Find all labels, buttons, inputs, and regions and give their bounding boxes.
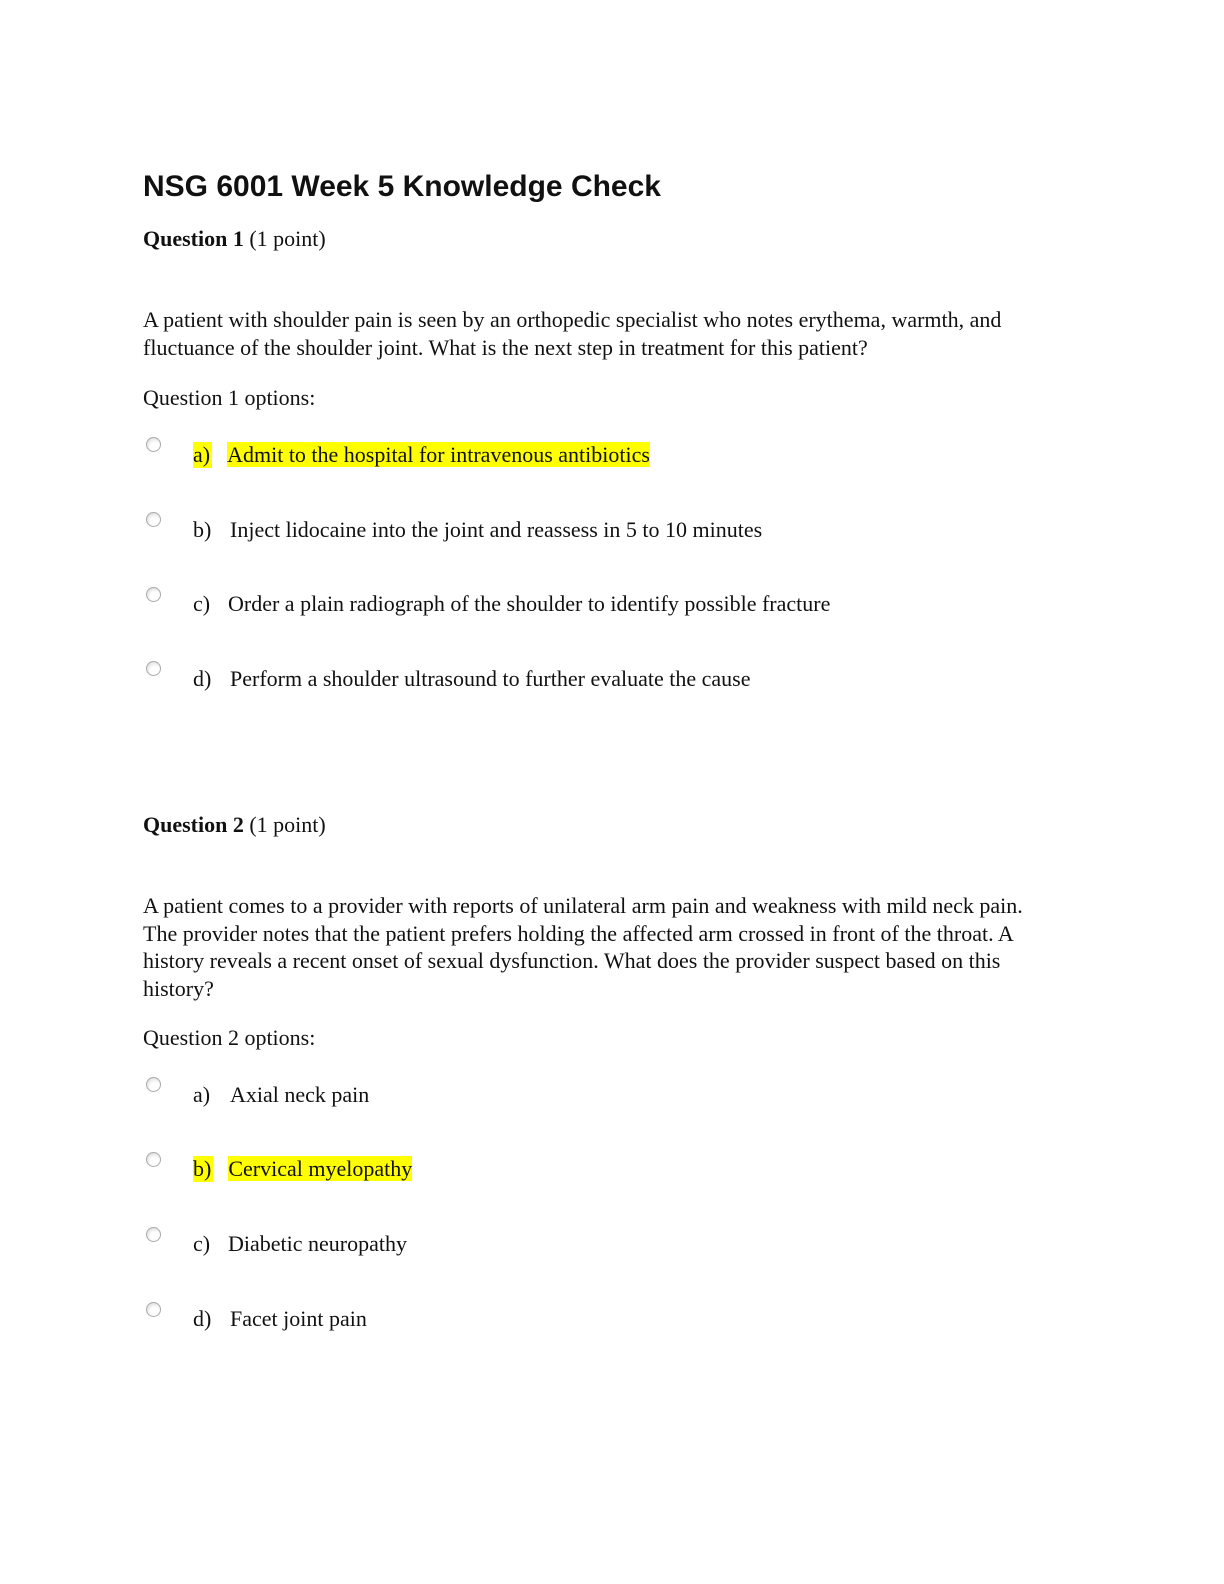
option-text: Perform a shoulder ultrasound to further evaluate the cause: [230, 666, 751, 691]
option-text: Cervical myelopathy: [228, 1156, 413, 1181]
option-q2-d[interactable]: [193, 1306, 367, 1332]
radio-q2-c[interactable]: [146, 1227, 161, 1242]
option-text: Axial neck pain: [230, 1082, 370, 1107]
option-letter: c): [193, 1231, 211, 1256]
option-q1-a[interactable]: [193, 442, 650, 468]
question-2-options-label: Question 2 options:: [143, 1025, 316, 1050]
option-letter: b): [193, 1156, 212, 1181]
option-letter: a): [193, 1082, 211, 1107]
option-letter: b): [193, 517, 212, 542]
option-q1-b[interactable]: [193, 517, 762, 543]
option-text: Facet joint pain: [230, 1306, 367, 1331]
option-letter: a): [193, 442, 211, 467]
question-points: (1 point): [249, 812, 326, 837]
radio-q2-a[interactable]: [146, 1077, 161, 1092]
option-letter: c): [193, 591, 211, 616]
radio-q1-a[interactable]: [146, 437, 161, 452]
option-q1-c[interactable]: [193, 591, 830, 617]
radio-q2-d[interactable]: [146, 1302, 161, 1317]
radio-q1-c[interactable]: [146, 587, 161, 602]
option-text: Inject lidocaine into the joint and reassess in 5 to 10 minutes: [230, 517, 763, 542]
option-text: Diabetic neuropathy: [228, 1231, 407, 1256]
option-text: Order a plain radiograph of the shoulder to identify possible fracture: [228, 591, 831, 616]
question-points: (1 point): [249, 226, 326, 251]
question-label: Question 2: [143, 812, 244, 837]
option-q2-a[interactable]: [193, 1082, 369, 1108]
option-q2-c[interactable]: [193, 1231, 407, 1257]
radio-q1-b[interactable]: [146, 512, 161, 527]
option-letter: d): [193, 666, 212, 691]
option-text: Admit to the hospital for intravenous antibiotics: [227, 442, 650, 467]
question-label: Question 1: [143, 226, 244, 251]
question-1-heading: [143, 226, 326, 252]
question-2-text: A patient comes to a provider with reports of unilateral arm pain and weakness with mild neck pain. The provider notes that the patient prefers holding the affected arm crossed in front of the throat. A history reveals a recent onset of sexual dysfunction. What does the provider suspect based on this history?: [143, 893, 1023, 1002]
option-q2-b[interactable]: [193, 1156, 412, 1182]
page-title: NSG 6001 Week 5 Knowledge Check: [143, 170, 661, 203]
option-letter: d): [193, 1306, 212, 1331]
radio-q1-d[interactable]: [146, 661, 161, 676]
radio-q2-b[interactable]: [146, 1152, 161, 1167]
question-1-options-label: Question 1 options:: [143, 385, 316, 410]
question-2-heading: [143, 812, 326, 838]
option-q1-d[interactable]: [193, 666, 750, 692]
question-1-text: A patient with shoulder pain is seen by an orthopedic specialist who notes erythema, warmth, and fluctuance of the shoulder joint. What is the next step in treatment for this patient?: [143, 307, 1002, 360]
